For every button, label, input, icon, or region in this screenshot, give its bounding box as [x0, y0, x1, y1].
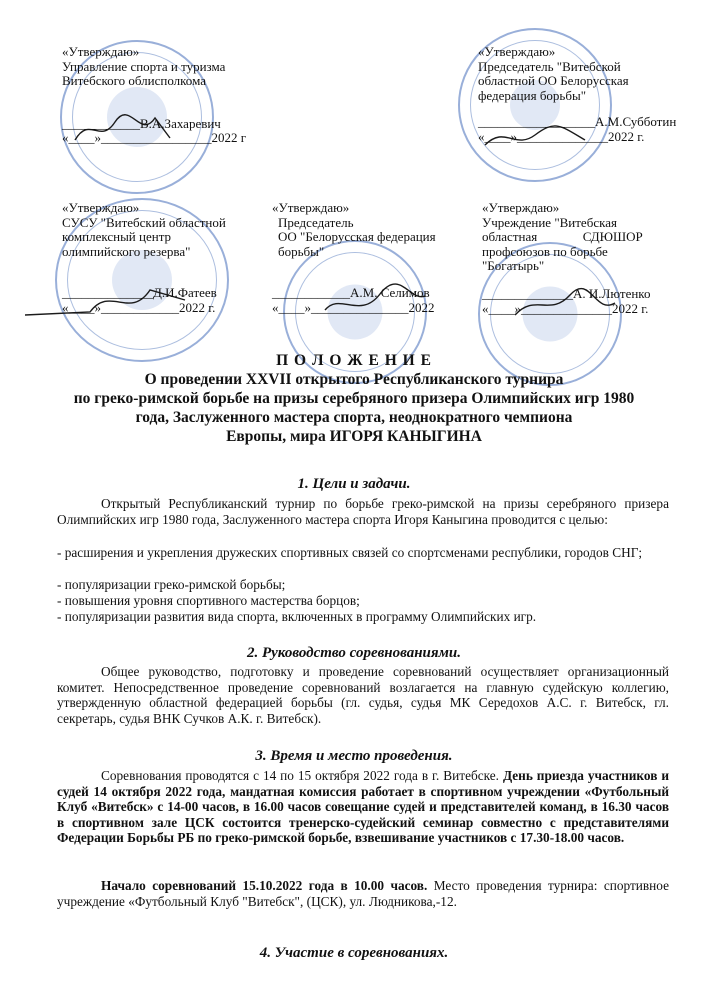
approval-org: Председатель "Витебской	[478, 58, 621, 74]
approval-date: «____»_________________2022 г	[62, 130, 247, 146]
approval-block-sport-department	[62, 45, 246, 146]
approval-org: борьбы"	[278, 243, 325, 259]
time-place-schedule: День приезда участников и судей 14 октября 2022 года, мандатная комиссия работает в спортивном учреждении «Футбольный Клуб «Витебск» с 14-00 часов, в 16.00 часов совещание судей и представителей команд, в 16.30 часов в спортивном зале ЦСК состоится тренерско-судейский семинар совместно с представителями Федерации Борьбы РБ по греко-римской борьбе, взвешивание участников с 17.30-18.00 часов.	[57, 768, 669, 846]
approval-date: «____»______________2022 г.	[478, 128, 645, 144]
approval-block-belarus-federation	[272, 201, 436, 316]
approval-block-regional-federation	[478, 45, 676, 145]
document-subtitle-line: Европы, мира ИГОРЯ КАНЫГИНА	[226, 428, 482, 445]
approval-org: федерация борьбы"	[478, 87, 587, 103]
approval-org: Витебского облисполкома	[62, 73, 206, 89]
approval-org: областная СДЮШОР	[482, 229, 643, 245]
section-heading-participation: 4. Участие в соревнованиях.	[259, 945, 449, 961]
approval-org: Учреждение "Витебская	[482, 214, 617, 230]
goals-bullet: - популяризации греко-римской борьбы;	[57, 577, 286, 592]
section-heading-time-place: 3. Время и место проведения.	[255, 748, 453, 764]
goals-bullet: - повышения уровня спортивного мастерства борцов;	[57, 593, 360, 608]
start-time: Начало соревнований 15.10.2022 года в 10.00 часов.	[101, 878, 428, 893]
approval-org: СУСУ "Витебский областной	[62, 214, 226, 230]
approval-label: «Утверждаю»	[272, 200, 350, 215]
management-paragraph: Общее руководство, подготовку и проведение соревнований осуществляет организационный комитет. Непосредственное проведение соревнований возлагается на главную судейскую коллегию, утвержденную областной федерацией борьбы (гл. судья, судья МК Середохов А.С. г. Витебск, гл. секретарь, судья ВНК Сучков А.К. г. Витебск).	[57, 664, 669, 726]
approval-org: профсоюзов по борьбе	[482, 243, 608, 259]
document-subtitle-line: по греко-римской борьбе на призы серебряного призера Олимпийских игр 1980	[73, 390, 635, 407]
document-subtitle-line: года, Заслуженного мастера спорта, неоднократного чемпиона	[135, 409, 573, 426]
approval-org: "Богатырь"	[482, 258, 545, 274]
venue-text: Место проведения турнира: спортивное учреждение «Футбольный Клуб "Витебск", (ЦСК), ул. Людникова,-12.	[57, 878, 669, 909]
approval-signatory: ____________А.М. Селимов	[272, 285, 430, 301]
approval-org: ОО "Белорусская федерация	[278, 229, 436, 245]
approval-signatory: __________________А.М.Субботин	[478, 114, 677, 130]
approval-org: Председатель	[278, 214, 354, 230]
goals-bullet: - популяризации развития вида спорта, включенных в программу Олимпийских игр.	[57, 609, 537, 624]
approval-signatory: ______________А. И.Лютенко	[482, 285, 651, 301]
approval-label: «Утверждаю»	[478, 44, 556, 59]
section-heading-management: 2. Руководство соревнованиями.	[246, 645, 461, 661]
goals-bullet: - расширения и укрепления дружеских спортивных связей со спортсменами республики, городов СНГ;	[57, 545, 643, 560]
document-title: П О Л О Ж Е Н И Е	[276, 352, 432, 369]
time-place-paragraph	[57, 768, 669, 846]
approval-label: «Утверждаю»	[62, 44, 140, 59]
approval-date: «____»______________2022 г.	[482, 300, 649, 316]
approval-org: Управление спорта и туризма	[62, 58, 226, 74]
approval-org: областной ОО Белорусская	[478, 73, 629, 89]
approval-block-bogatyr-school	[482, 201, 672, 316]
document-subtitle-line: О проведении XXVII открытого Республиканского турнира	[144, 371, 564, 388]
time-place-dates: Соревнования проводятся с 14 по 15 октября 2022 года в г. Витебске.	[101, 768, 503, 783]
approval-signatory: ____________В.А.Захаревич	[62, 115, 221, 131]
approval-date: «____»____________2022 г.	[62, 299, 216, 315]
approval-label: «Утверждаю»	[62, 200, 140, 215]
approval-org: олимпийского резерва"	[62, 243, 191, 259]
approval-label: «Утверждаю»	[482, 200, 560, 215]
section-heading-goals: 1. Цели и задачи.	[297, 476, 411, 492]
approval-date: «____»_______________2022	[272, 299, 435, 315]
start-paragraph	[57, 878, 669, 909]
approval-block-olympic-reserve	[62, 201, 226, 316]
goals-paragraph: Открытый Республиканский турнир по борьбе греко-римской на призы серебряного призера Олимпийских игр 1980 года, Заслуженного мастера спорта Игоря Каныгина проводится с целью:	[57, 496, 669, 527]
approval-org: комплексный центр	[62, 229, 172, 245]
approval-signatory: ______________Д.И.Фатеев	[62, 285, 217, 301]
